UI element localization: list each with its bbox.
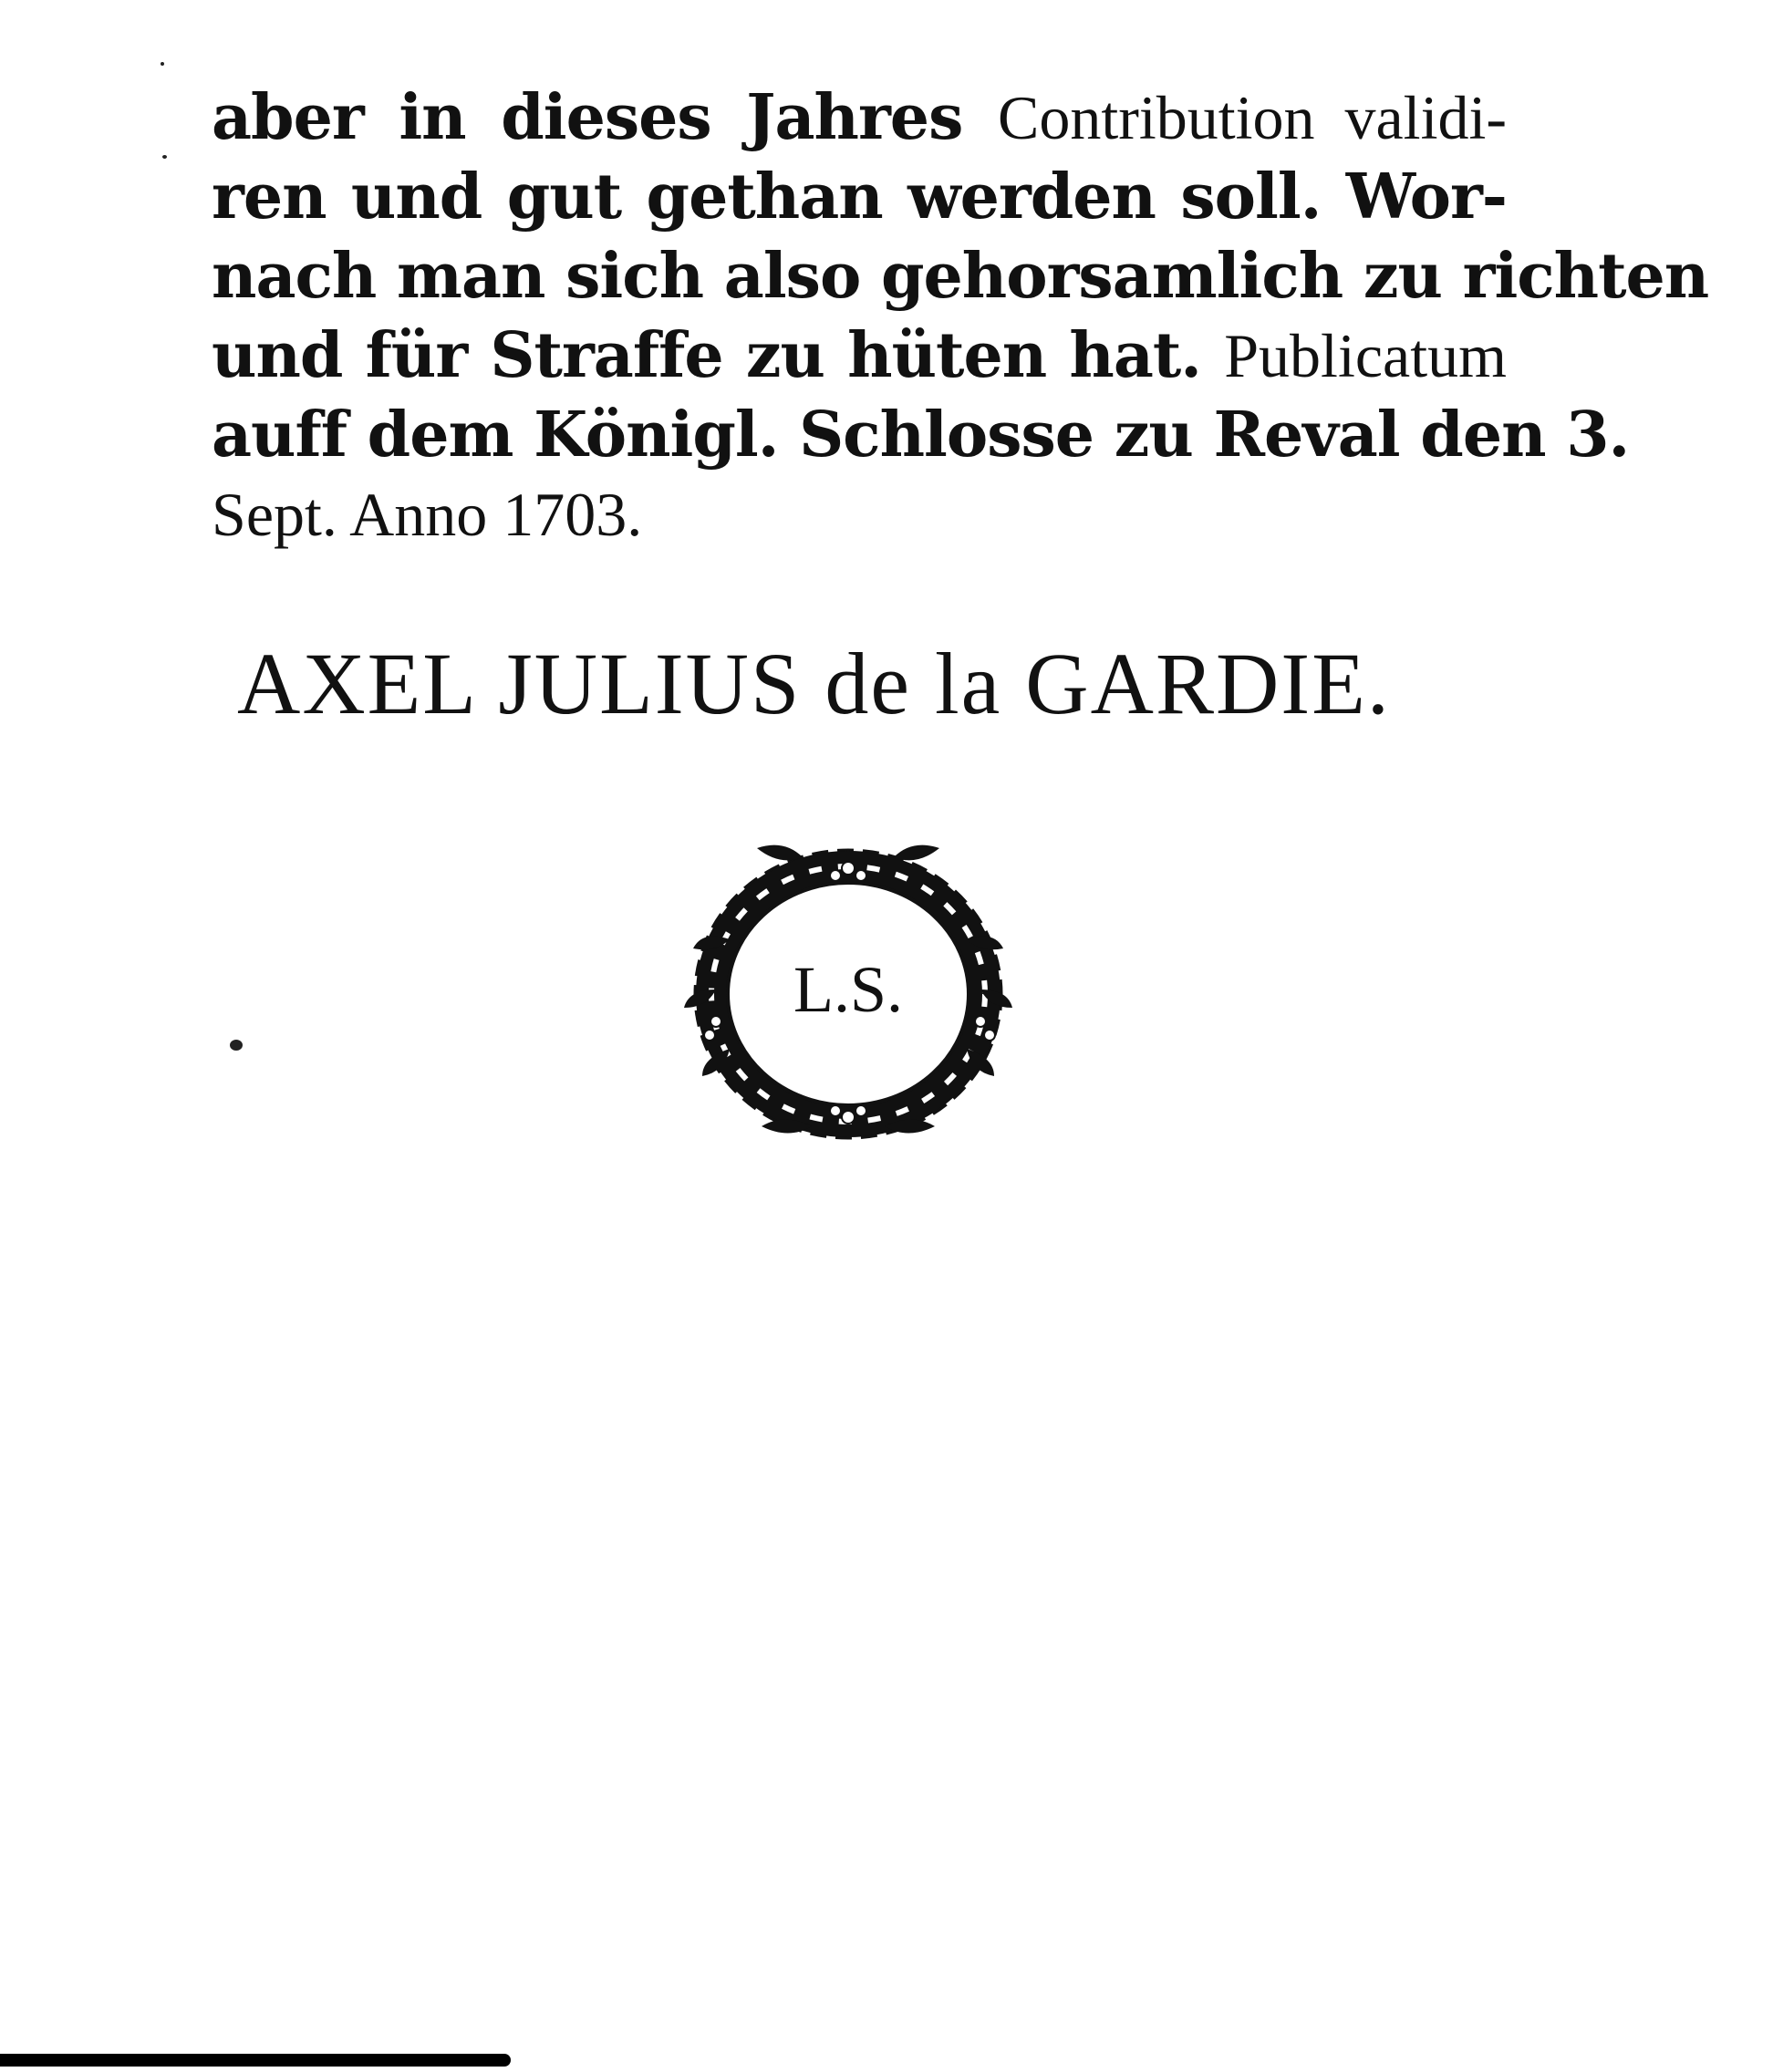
text-segment: Contribution validi- xyxy=(997,83,1508,152)
text-line-2 xyxy=(212,158,1507,237)
ink-speck xyxy=(230,1040,243,1051)
text-line-4 xyxy=(212,316,1507,396)
text-segment: aber in dieses Jahres xyxy=(212,81,998,154)
laurel-wreath-seal-icon xyxy=(675,839,1021,1140)
seal-label: L.S. xyxy=(793,952,904,1026)
text-segment: und für Straffe zu hüten hat. xyxy=(212,319,1225,392)
ink-speck xyxy=(161,62,164,66)
text-segment: ren und gut gethan werden soll. Wor- xyxy=(212,161,1507,233)
text-segment: nach man sich also gehorsamlich zu richten xyxy=(212,240,1709,313)
text-line-1 xyxy=(212,78,1507,158)
bottom-rule xyxy=(0,2054,511,2067)
text-line-6 xyxy=(212,475,1507,554)
text-segment: auff dem Königl. Schlosse zu Reval den 3. xyxy=(212,399,1630,471)
text-line-3 xyxy=(212,237,1709,316)
ink-speck xyxy=(162,155,167,159)
text-line-5 xyxy=(212,396,1630,475)
signature: AXEL JULIUS de la GARDIE. xyxy=(237,635,1391,732)
body-text xyxy=(212,78,1709,554)
text-segment: Publicatum xyxy=(1224,321,1507,390)
text-segment: Sept. Anno 1703. xyxy=(212,480,643,549)
